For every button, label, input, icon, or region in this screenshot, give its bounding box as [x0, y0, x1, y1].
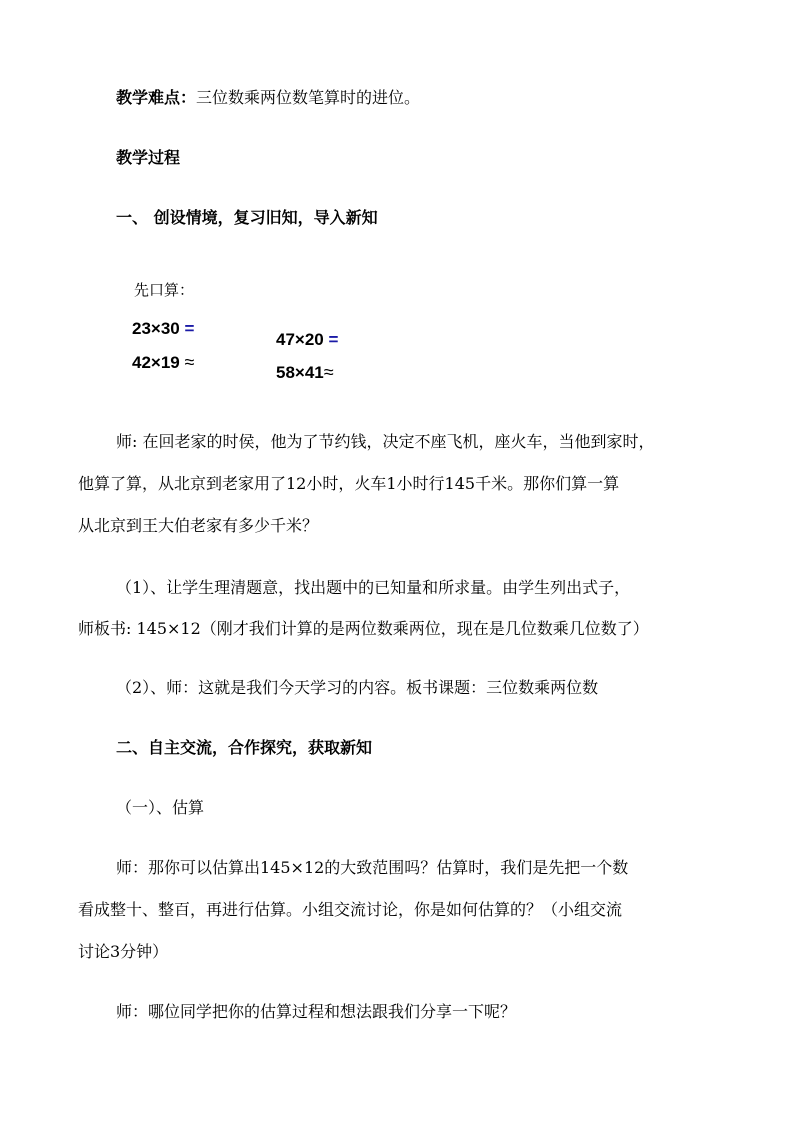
- section1-heading: 一、 创设情境，复习旧知，导入新知: [116, 208, 378, 227]
- section2-heading: 二、自主交流，合作探究，获取新知: [116, 738, 373, 757]
- difficulty-line: [116, 88, 420, 108]
- oral-calc-label: 先口算：: [134, 281, 195, 299]
- estimate-line: 看成整十、整百，再进行估算。小组交流讨论，你是如何估算的？（小组交流: [78, 900, 623, 919]
- equals-sign: =: [184, 319, 195, 338]
- oral-calc-expr: 58×41: [276, 363, 324, 382]
- story-line: 他算了算，从北京到老家用了12小时，火车1小时行145千米。那你们算一算: [78, 474, 620, 493]
- estimate-line: 讨论3分钟）: [78, 942, 169, 961]
- step2-line: （2）、师：这就是我们今天学习的内容。板书课题：三位数乘两位数: [116, 678, 599, 697]
- equals-sign: =: [328, 330, 339, 349]
- process-heading: 教学过程: [116, 148, 181, 167]
- approx-sign: ≈: [184, 352, 195, 372]
- oral-calc-expr: 47×20: [276, 330, 324, 349]
- oral-calc-expr: 23×30: [132, 319, 180, 338]
- oral-calc-item: [132, 352, 194, 373]
- story-line: 师: 在回老家的时侯，他为了节约钱，决定不座飞机，座火车，当他到家时，: [116, 432, 655, 451]
- estimate-line: 师：那你可以估算出145×12的大致范围吗？估算时，我们是先把一个数: [116, 858, 629, 877]
- difficulty-text: 三位数乘两位数笔算时的进位。: [196, 88, 421, 107]
- oral-calc-item: [276, 362, 334, 383]
- oral-calc-expr: 42×19: [132, 353, 180, 372]
- approx-sign: ≈: [323, 362, 334, 382]
- estimate-heading: （一）、估算: [116, 798, 205, 817]
- step1-line: 师板书: 145×12（刚才我们计算的是两位数乘两位，现在是几位数乘几位数了）: [78, 619, 649, 638]
- step1-line: （1）、让学生理清题意，找出题中的已知量和所求量。由学生列出式子，: [116, 578, 631, 597]
- share-line: 师：哪位同学把你的估算过程和想法跟我们分享一下呢？: [116, 1002, 517, 1021]
- difficulty-label: 教学难点：: [116, 88, 197, 107]
- oral-calc-item: [132, 319, 194, 339]
- story-line: 从北京到王大伯老家有多少千米？: [78, 516, 319, 535]
- oral-calc-item: [276, 330, 338, 350]
